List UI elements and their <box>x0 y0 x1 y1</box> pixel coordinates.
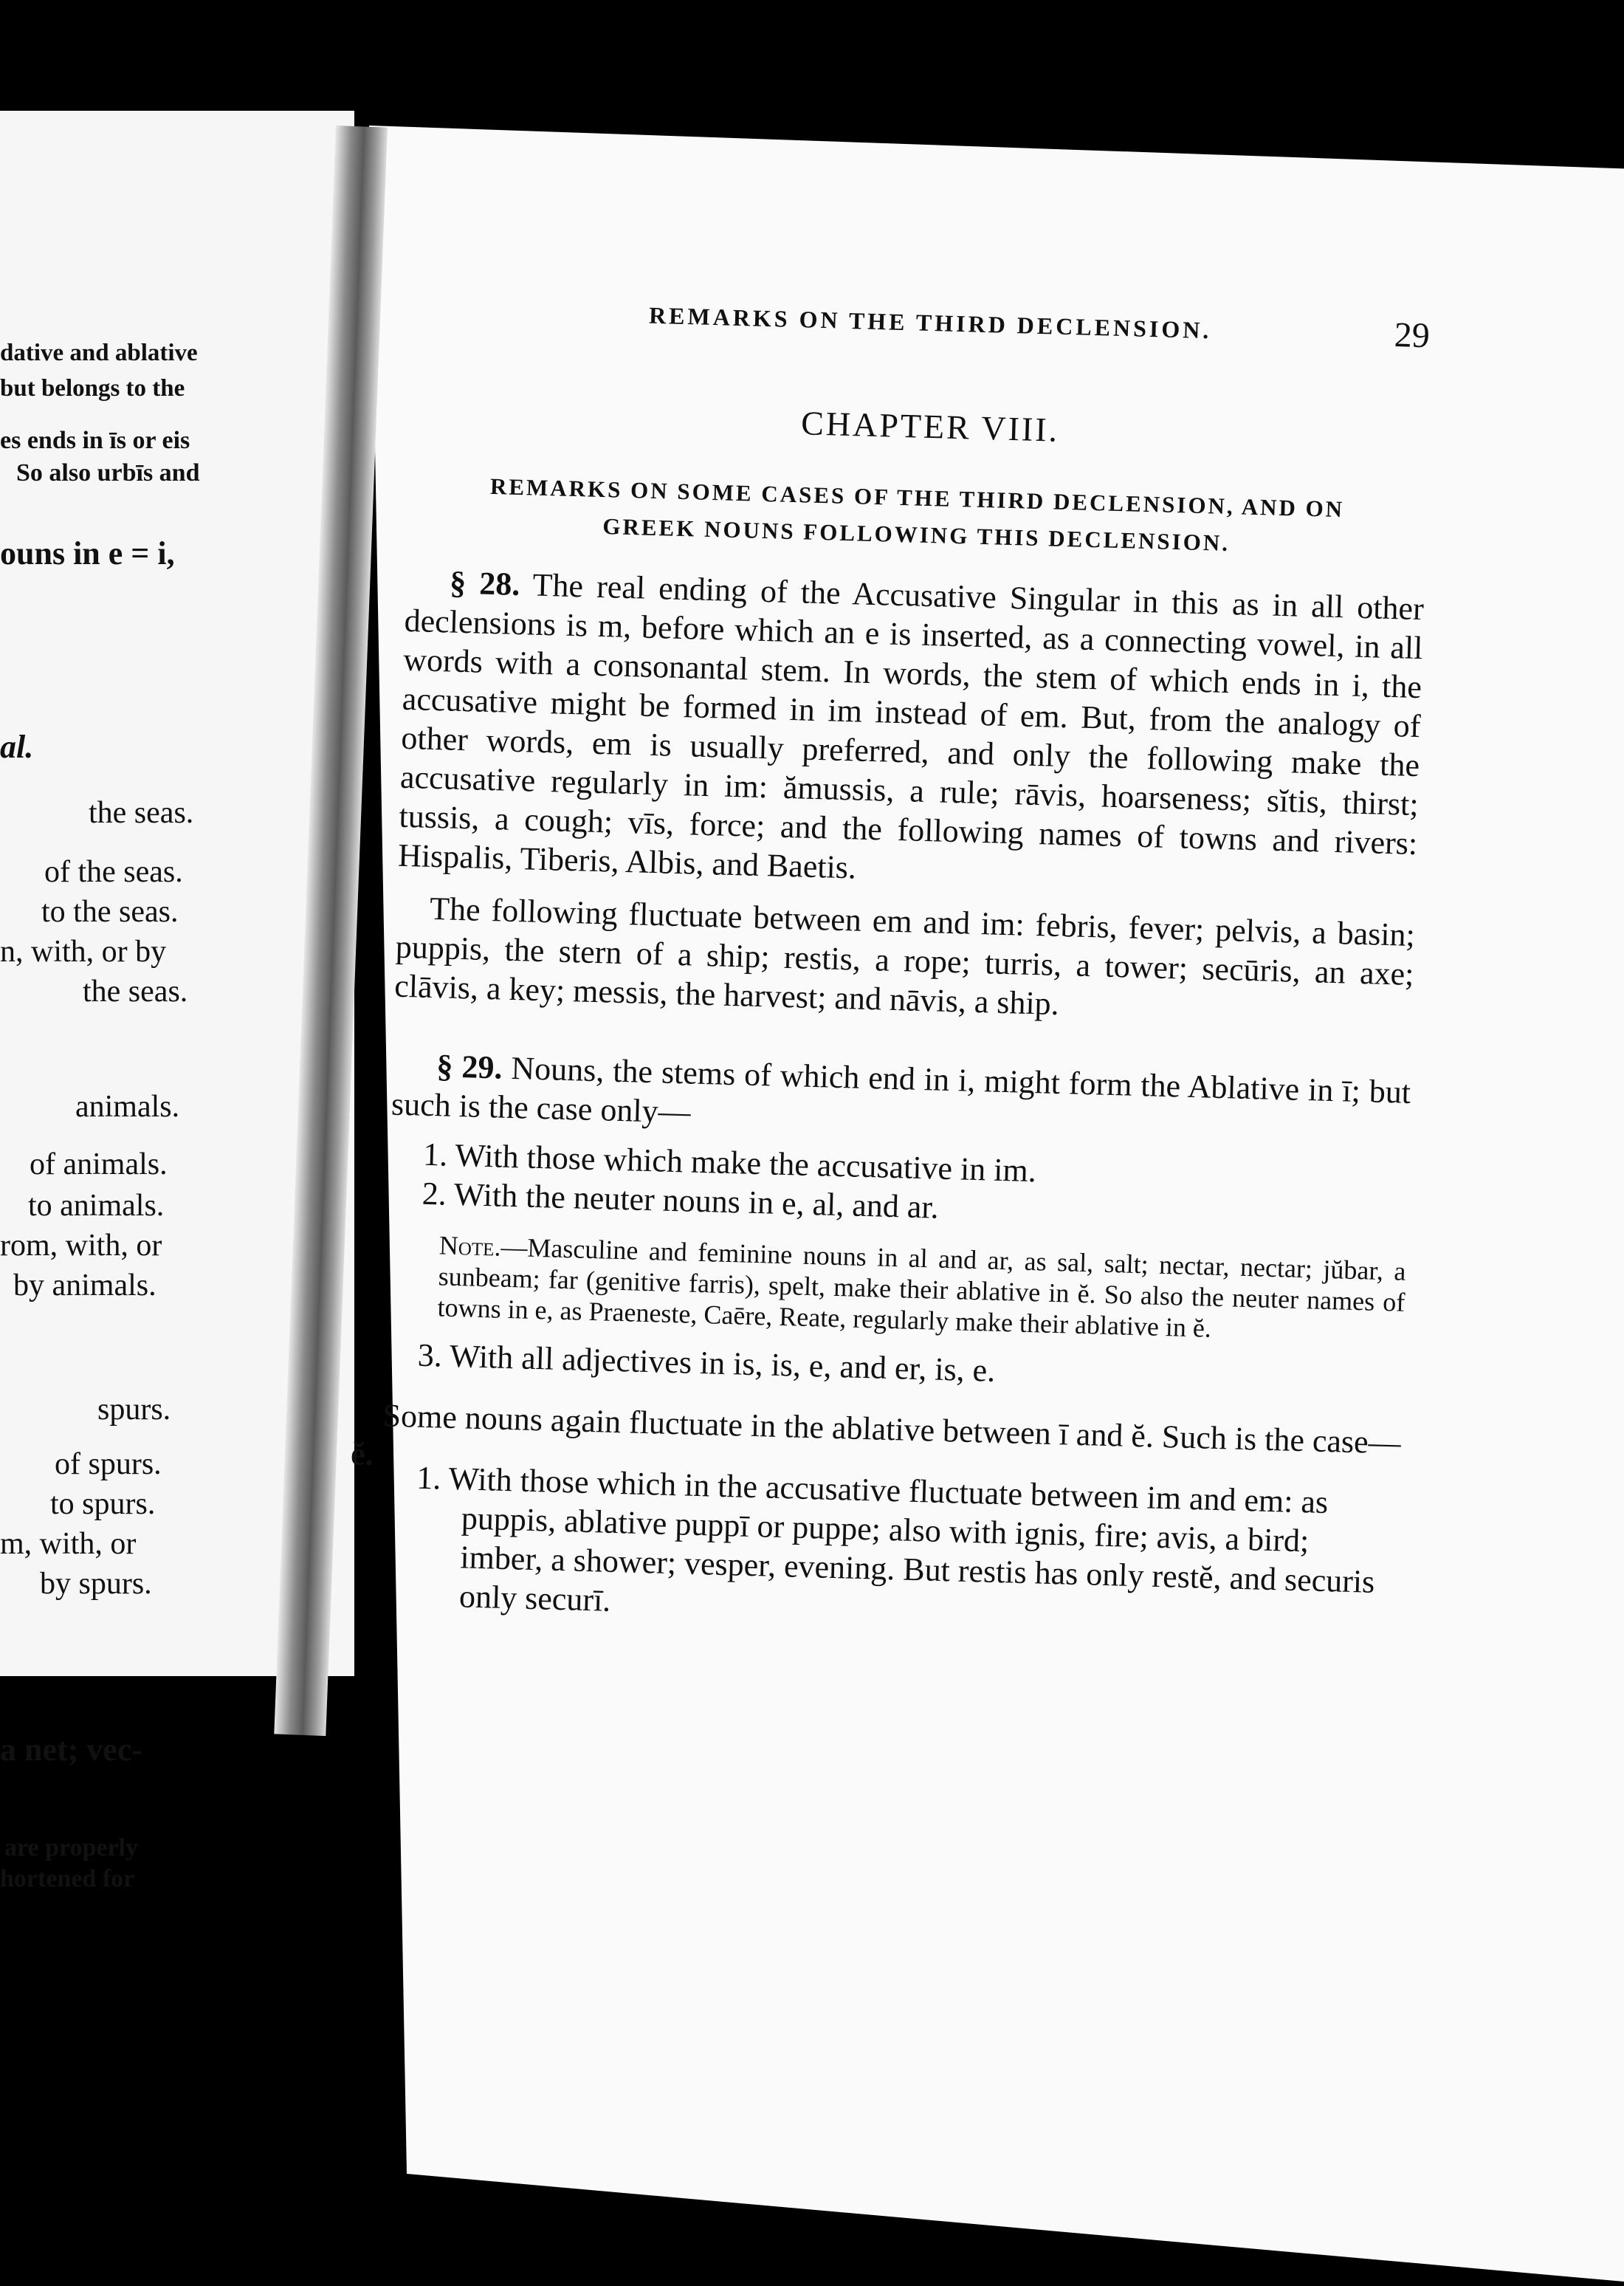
left-line: rom, with, or <box>0 1229 162 1263</box>
left-line: to the seas. <box>41 895 179 929</box>
left-line: of the seas. <box>44 855 183 889</box>
right-page-content <box>350 288 1431 1641</box>
margin-mark: ĕ. <box>350 1435 374 1473</box>
left-line: but belongs to the <box>0 375 185 402</box>
left-line: hortened for <box>0 1865 135 1892</box>
left-line: animals. <box>75 1090 180 1124</box>
left-line: to animals. <box>28 1189 165 1223</box>
left-line: ouns in e = i, <box>0 535 175 572</box>
chapter-title: CHAPTER VIII. <box>800 404 1060 449</box>
left-line: n, with, or by <box>0 935 167 969</box>
note-label: Note. <box>438 1230 502 1262</box>
left-line: by animals. <box>13 1269 156 1302</box>
left-line: es ends in īs or eis <box>0 427 190 454</box>
list-item: 2. With the neuter nouns in e, al, and ar. <box>422 1175 940 1226</box>
left-line: So also urbīs and <box>16 459 200 487</box>
left-line: of animals. <box>30 1147 168 1181</box>
fluctuate-paragraph: The following fluctuate between em and im: febris, fever; pelvis, a basin; puppis, the stern of a ship; restis, a rope; turris, a tower; secūris, an axe; clāvis, a key; messis, the harvest; and nāvis, a ship. <box>393 890 1416 1023</box>
left-line: m, with, or <box>0 1527 137 1561</box>
left-line: a net; vec- <box>0 1731 143 1768</box>
ablative-fluctuate-paragraph <box>350 1396 1402 1473</box>
note-text: —Masculine and feminine nouns in al and ar, as sal, salt; nectar, nectar; jŭbar, a sunbeam; far (genitive farris), spelt, make their ablative in ĕ. So also the neuter names of towns in e, as Praeneste, Caēre, Reate, regularly make their ablative in ĕ. <box>437 1232 1407 1343</box>
left-line: are properly <box>4 1834 138 1861</box>
left-line: to spurs. <box>50 1487 156 1521</box>
list-item: 3. With all adjectives in is, is, e, and er, is, e. <box>417 1336 996 1389</box>
page-number: 29 <box>1394 315 1431 356</box>
section-text: The real ending of the Accusative Singular in this as in all other declensions is m, before which an e is inserted, as a connecting vowel, in all words with a consonantal stem. In words, the stem of which ends in i, the accusative might be formed in im instead of em. But, from the analogy of other words, em is usually preferred, and only the following make the accusative regularly in im: ămussis, a rule; rāvis, hoarseness; sĭtis, thirst; tussis, a cough; vīs, force; and the following names of towns and rivers: Hispalis, Tiberis, Albis, and Baetis. <box>397 566 1425 886</box>
left-line: dative and ablative <box>0 340 198 366</box>
chapter-subtitle-line: GREEK NOUNS FOLLOWING THIS DECLENSION. <box>602 513 1231 557</box>
section-mark: § 28. <box>449 564 521 603</box>
section-29 <box>390 1046 1411 1151</box>
left-line: of spurs. <box>55 1447 162 1481</box>
left-line: the seas. <box>89 796 194 830</box>
running-head-title: REMARKS ON THE THIRD DECLENSION. <box>648 301 1212 344</box>
section-mark: § 29. <box>436 1048 503 1086</box>
paragraph-text: Some nouns again fluctuate in the ablative between ī and ĕ. Such is the case— <box>382 1397 1402 1461</box>
left-line: spurs. <box>97 1393 171 1427</box>
note <box>437 1229 1406 1348</box>
section-28 <box>397 562 1424 902</box>
list-item: 1. With those which make the accusative in im. <box>422 1136 1037 1190</box>
chapter-subtitle <box>407 466 1427 567</box>
left-line: the seas. <box>83 975 188 1009</box>
list-item: 1. With those which in the accusative fluctuate between im and em: as puppis, ablative puppī or puppe; also with ignis, fire; avis, a bird; imber, a shower; vesper, evening. But restis has only restĕ, and securis only securī. <box>416 1459 1375 1619</box>
left-page-text <box>0 0 354 1892</box>
section-text: Nouns, the stems of which end in i, might form the Ablative in ī; but such is the case only— <box>390 1049 1411 1130</box>
left-line: by spurs. <box>40 1567 152 1601</box>
left-line: al. <box>0 729 34 765</box>
chapter-subtitle-line: REMARKS ON SOME CASES OF THE THIRD DECLENSION, AND ON <box>489 473 1345 523</box>
